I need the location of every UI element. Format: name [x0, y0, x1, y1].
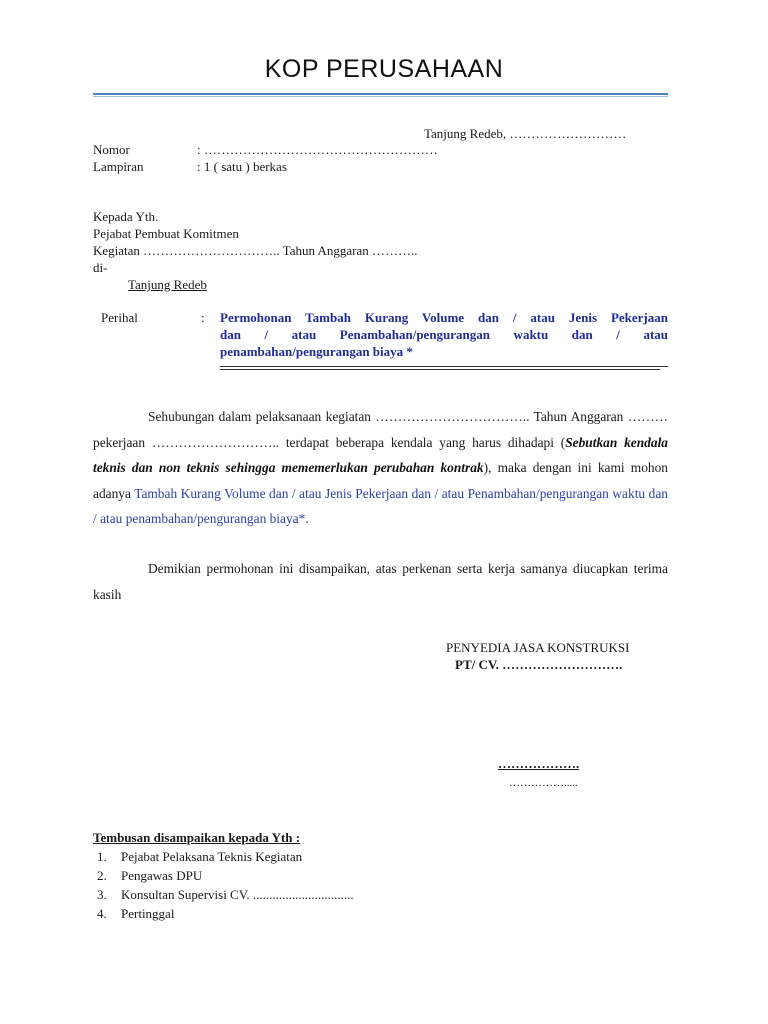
cc-list: [93, 848, 354, 924]
subject-label: Perihal: [101, 310, 138, 325]
body-p1-emphasis: Sebutkan kendala teknis dan non teknis sehingga mememerlukan perubahan kontrak: [93, 434, 668, 475]
recipient-position: Pejabat Pembuat Komitmen: [93, 226, 239, 241]
body-paragraph-2: Demikian permohonan ini disampaikan, atas perkenan serta kerja samanya diucapkan terima kasih: [93, 561, 668, 602]
place-date: Tanjung Redeb, ………………………: [424, 126, 627, 141]
body-p1-part2: ), maka dengan ini kami mohon adanya: [93, 460, 668, 501]
cc-item-text: Pertinggal: [121, 906, 175, 921]
list-item: [93, 867, 354, 886]
letterhead-title: KOP PERUSAHAAN: [264, 55, 504, 83]
signature-name: ……………….: [498, 756, 580, 771]
cc-item-number: 1.: [97, 849, 107, 864]
cc-title: Tembusan disampaikan kepada Yth :: [93, 830, 301, 845]
recipient-activity: Kegiatan ………………………….. Tahun Anggaran ………..: [93, 243, 418, 258]
subject-line-3: penambahan/pengurangan biaya *: [220, 344, 413, 359]
list-item: [93, 886, 354, 905]
nomor-value: : ………………………………………………: [197, 142, 438, 157]
body-p1-request: Tambah Kurang Volume dan / atau Jenis Pekerjaan dan / atau Penambahan/pengurangan waktu dan / atau penambahan/pengurangan biaya*: [93, 485, 668, 526]
letterhead-divider-shadow: [93, 96, 668, 97]
signature-role: PENYEDIA JASA KONSTRUKSI: [446, 640, 630, 655]
cc-item-number: 3.: [97, 887, 107, 902]
cc-item-text: Pengawas DPU: [121, 868, 203, 883]
nomor-label: Nomor: [93, 142, 130, 157]
recipient-greeting: Kepada Yth.: [93, 209, 159, 224]
subject-line-1: Permohonan Tambah Kurang Volume dan / atau Jenis Pekerjaan: [220, 310, 668, 325]
subject-rule-double: [220, 369, 660, 370]
cc-item-number: 2.: [97, 868, 107, 883]
recipient-city: Tanjung Redeb: [128, 277, 207, 292]
subject-rule: [220, 366, 668, 367]
letterhead-divider: [93, 93, 668, 95]
cc-item-text: Konsultan Supervisi CV. ...............................: [121, 887, 354, 902]
cc-item-text: Pejabat Pelaksana Teknis Kegiatan: [121, 849, 303, 864]
list-item: [93, 905, 354, 924]
body-p1-end: .: [305, 511, 309, 526]
recipient-di: di-: [93, 260, 108, 275]
lampiran-label: Lampiran: [93, 159, 144, 174]
body-paragraph-1: [93, 404, 668, 532]
signature-company: PT/ CV. ……………………….: [455, 657, 623, 672]
list-item: [93, 848, 354, 867]
body-p1-part1: Sehubungan dalam pelaksanaan kegiatan …………………………….. Tahun Anggaran ……… pekerjaan ……………………….. terdapat beberapa kendala yang harus dihadapi (: [93, 409, 668, 450]
lampiran-value: : 1 ( satu ) berkas: [197, 159, 287, 174]
cc-item-number: 4.: [97, 906, 107, 921]
subject-colon: :: [201, 310, 205, 325]
signature-title: …………….....: [509, 777, 578, 789]
subject-line-2: dan / atau Penambahan/pengurangan waktu dan / atau: [220, 327, 668, 342]
